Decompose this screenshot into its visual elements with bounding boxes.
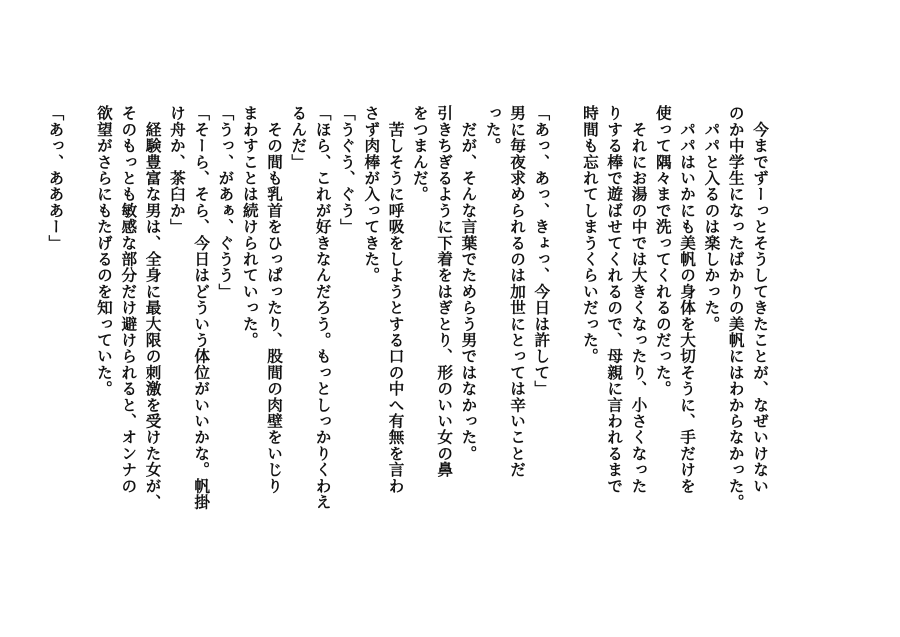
text-line: 苦しそうに呼吸をしようとする口の中へ有無を言わ <box>386 105 406 494</box>
text-line: 「うっ、があぁ、ぐうう」 <box>216 105 236 300</box>
blank-line <box>553 105 577 585</box>
text-line: 今までずーっとそうしてきたことが、なぜいけない <box>751 105 770 494</box>
text-line: るんだ」 <box>289 105 309 170</box>
text-line: 男に毎夜求められるのは加世にとっては辛いことだ <box>508 105 528 478</box>
text-line: 経験豊富な男は、全身に最大限の刺激を受けた女が、 <box>143 105 163 510</box>
text-line: それにお湯の中では大きくなったり、小さくなった <box>629 105 649 494</box>
text-line: 「うぐう、ぐう」 <box>337 105 357 235</box>
text-line: 「ほら、これが好きなんだろう。もっとしっかりくわえ <box>313 105 333 510</box>
text-line: りする棒で遊ばせてくれるので、母親に言われるまで <box>605 105 625 494</box>
blank-line <box>67 105 91 585</box>
text-line: 「あっ、あっ、きょっ、今日は許して」 <box>532 105 552 397</box>
text-line: った。 <box>483 105 503 154</box>
text-line: 「そーら、そら、今日はどういう体位がいいかな。帆掛 <box>192 105 212 510</box>
text-line: その間も乳首をひっぱったり、股間の肉壁をいじり <box>265 105 285 494</box>
text-line: 使って隅々まで洗ってくれるのだった。 <box>653 105 673 397</box>
text-line: のか中学生になったばかりの美帆にはわからなかった。 <box>726 105 746 510</box>
vertical-text-block <box>43 105 772 585</box>
text-line: 引きちぎるように下着をはぎとり、形のいい女の鼻 <box>435 105 455 478</box>
text-line: け舟か、茶臼か」 <box>167 105 187 235</box>
text-line: 欲望がさらにもたげるのを知っていた。 <box>94 105 114 397</box>
text-line: をつまんだ。 <box>410 105 430 203</box>
text-line: パパはいかにも美帆の身体を大切そうに、手だけを <box>678 105 698 494</box>
text-line: 「あっ、あああー」 <box>46 105 66 251</box>
text-line: まわすことは続けられていった。 <box>240 105 260 348</box>
text-line: だが、そんな言葉でためらう男ではなかった。 <box>459 105 479 462</box>
text-line: そのもっとも敏感な部分だけ避けられると、オンナの <box>119 105 139 494</box>
text-line: 時間も忘れてしまうくらいだった。 <box>580 105 600 365</box>
text-line: さず肉棒が入ってきた。 <box>362 105 382 284</box>
text-line: パパと入るのは楽しかった。 <box>702 105 722 332</box>
